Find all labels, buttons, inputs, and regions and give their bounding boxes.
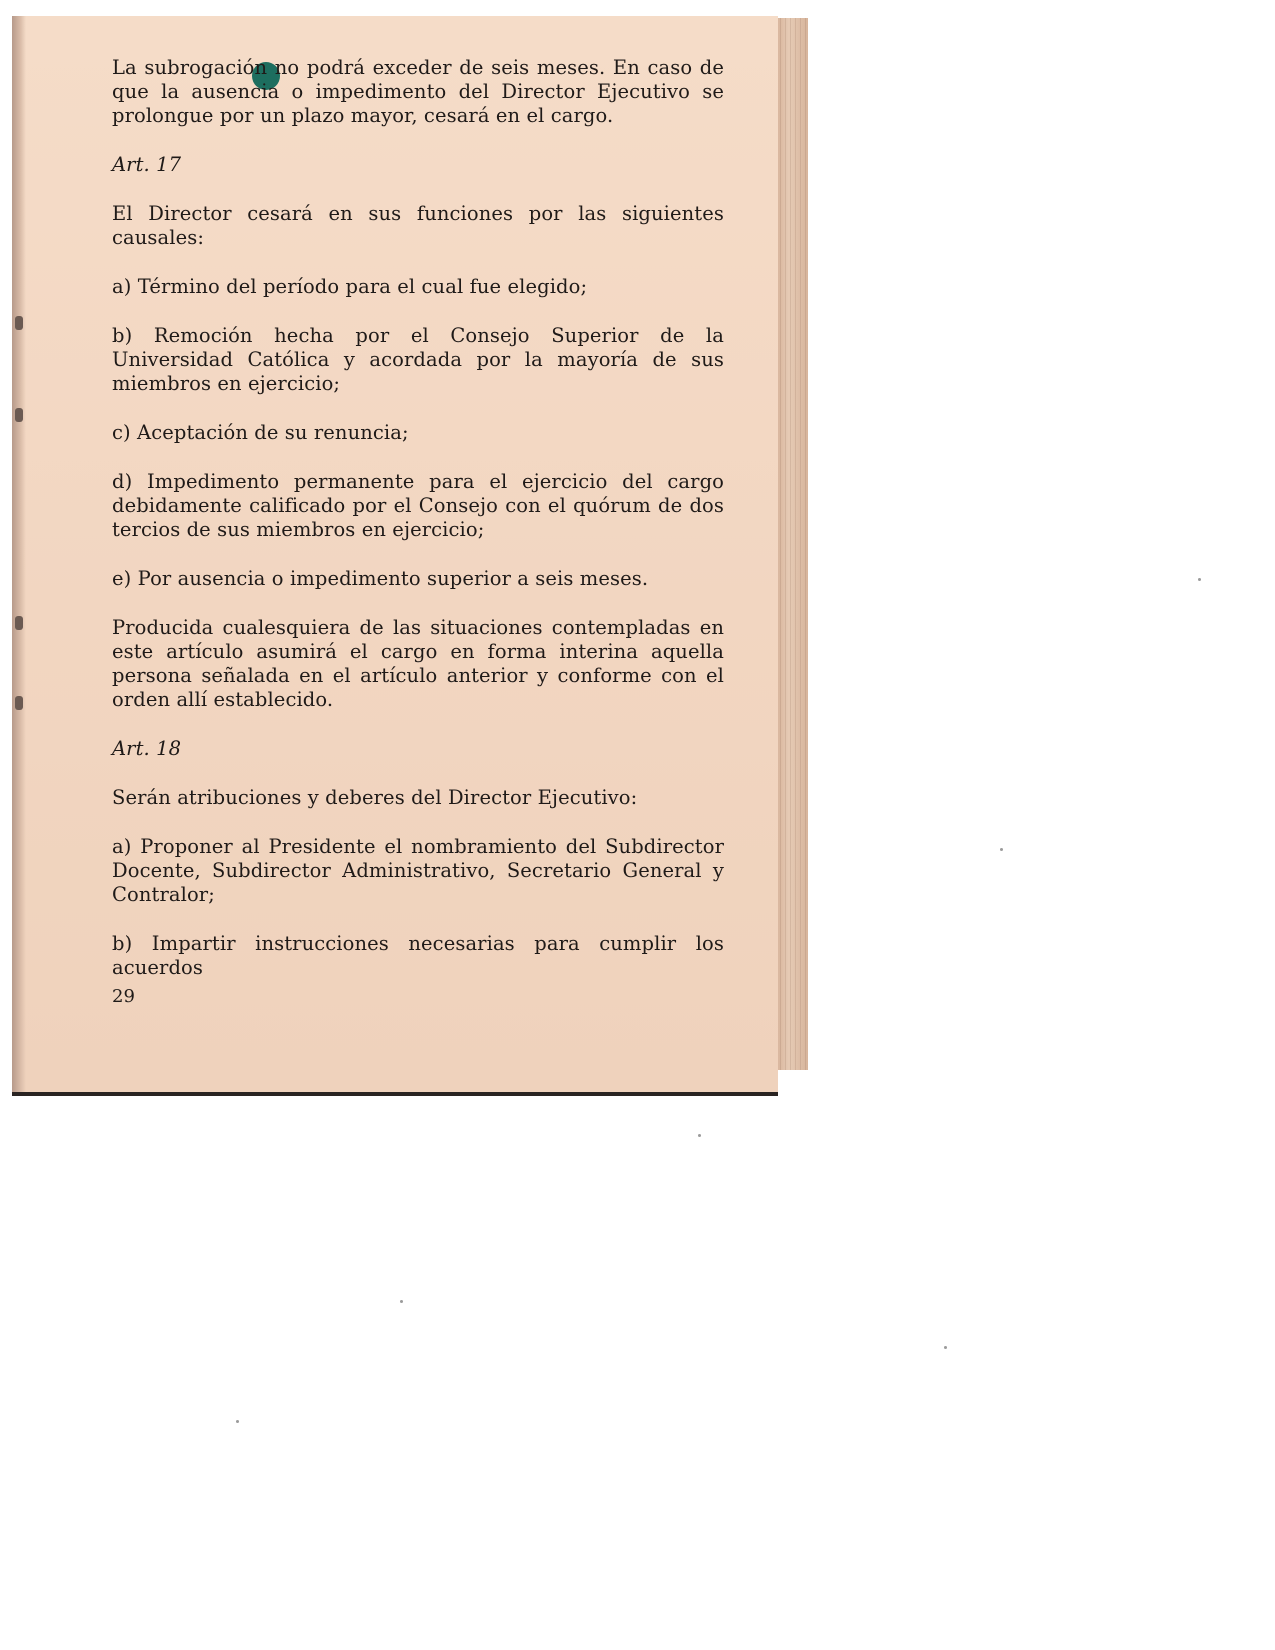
scan-speck	[1198, 578, 1201, 581]
stitch-mark	[15, 616, 23, 630]
scan-speck	[236, 1420, 239, 1423]
scan-speck	[698, 1134, 701, 1137]
scan-speck	[944, 1346, 947, 1349]
paragraph-causales-intro: El Director cesará en sus funciones por las siguientes causales:	[112, 202, 724, 249]
list-item-b: b) Remoción hecha por el Consejo Superior de la Universidad Católica y acordada por la mayoría de sus miembros en ejercicio;	[112, 324, 724, 395]
list-item-b-18: b) Impartir instrucciones necesarias para cumplir los acuerdos	[112, 932, 724, 979]
list-item-e: e) Por ausencia o impedimento superior a seis meses.	[112, 567, 649, 590]
paragraph-subrogacion: La subrogación no podrá exceder de seis meses. En caso de que la ausencia o impedimento del Director Ejecutivo se prolongue por un plazo mayor, cesará en el cargo.	[112, 56, 724, 127]
article-18-heading: Art. 18	[112, 737, 182, 760]
list-item-d: d) Impedimento permanente para el ejercicio del cargo debidamente calificado por el Consejo con el quórum de dos tercios de sus miembros en ejercicio;	[112, 470, 724, 541]
binding-edge	[12, 16, 26, 1092]
list-item-c: c) Aceptación de su renuncia;	[112, 421, 409, 444]
list-item-a: a) Término del período para el cual fue elegido;	[112, 275, 588, 298]
paragraph-producida: Producida cualesquiera de las situaciones contempladas en este artículo asumirá el cargo en forma interina aquella persona señalada en el artículo anterior y conforme con el orden allí establecido.	[112, 616, 724, 711]
page-body	[112, 56, 724, 1005]
page-number: 29	[112, 986, 135, 1007]
stitch-mark	[15, 408, 23, 422]
stitch-mark	[15, 696, 23, 710]
book-page	[12, 16, 778, 1096]
paragraph-atribuciones-intro: Serán atribuciones y deberes del Director Ejecutivo:	[112, 786, 638, 809]
article-17-heading: Art. 17	[112, 153, 182, 176]
scan-speck	[400, 1300, 403, 1303]
list-item-a-18: a) Proponer al Presidente el nombramiento del Subdirector Docente, Subdirector Administrativo, Secretario General y Contralor;	[112, 835, 724, 906]
scan-speck	[1000, 848, 1003, 851]
stitch-mark	[15, 316, 23, 330]
